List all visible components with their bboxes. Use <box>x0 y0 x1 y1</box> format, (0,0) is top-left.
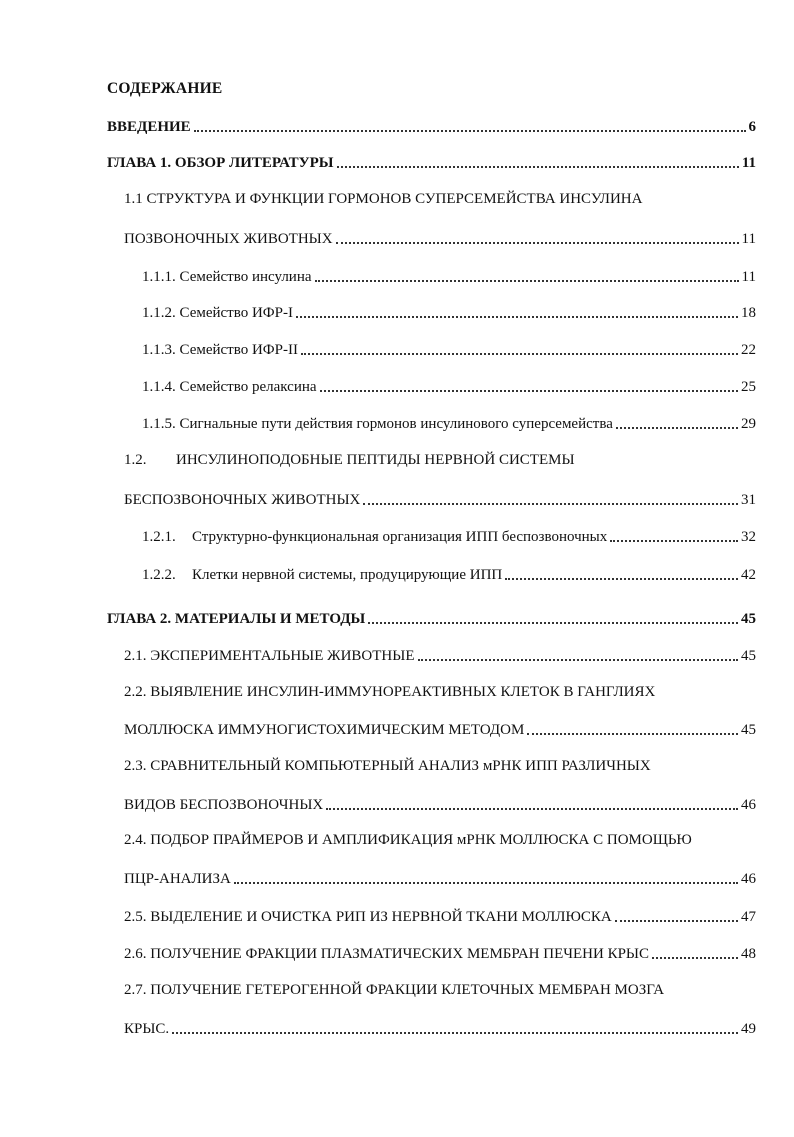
toc-page-number: 46 <box>741 797 756 813</box>
toc-entry-text: ГЛАВА 1. ОБЗОР ЛИТЕРАТУРЫ <box>107 155 334 171</box>
toc-page-number: 45 <box>741 611 756 627</box>
toc-entry-text: БЕСПОЗВОНОЧНЫХ ЖИВОТНЫХ <box>124 492 361 508</box>
toc-section-number: 1.2.1. <box>142 529 176 545</box>
toc-entry-1-2[interactable] <box>124 487 756 509</box>
toc-page-number: 29 <box>741 416 756 432</box>
toc-entry-text: 2.6. ПОЛУЧЕНИЕ ФРАКЦИИ ПЛАЗМАТИЧЕСКИХ МЕМБРАН ПЕЧЕНИ КРЫС <box>124 946 650 962</box>
toc-entry-2-3[interactable] <box>124 792 756 814</box>
toc-entry-introduction[interactable] <box>107 114 756 136</box>
toc-entry-2-7[interactable] <box>124 1016 756 1038</box>
toc-entry-2-4[interactable] <box>124 866 756 888</box>
toc-leader-dots <box>652 957 738 959</box>
toc-leader-dots <box>315 280 739 282</box>
toc-entry-text: ПОЗВОНОЧНЫХ ЖИВОТНЫХ <box>124 231 333 247</box>
toc-entry-text: 1.1.1. Семейство инсулина <box>142 269 312 285</box>
toc-entry-text: ВВЕДЕНИЕ <box>107 119 191 135</box>
toc-entry-text: 1.1.2. Семейство ИФР-I <box>142 305 293 321</box>
toc-leader-dots <box>320 390 738 392</box>
toc-page-number: 11 <box>741 269 756 285</box>
toc-leader-dots <box>301 353 738 355</box>
toc-title: СОДЕРЖАНИЕ <box>107 80 223 97</box>
toc-entry-1-1[interactable] <box>124 226 756 248</box>
toc-leader-dots <box>363 503 738 505</box>
toc-entry-1-1-1[interactable] <box>142 264 756 286</box>
toc-entry-text: ГЛАВА 2. МАТЕРИАЛЫ И МЕТОДЫ <box>107 611 366 627</box>
toc-entry-1-1-line1: 1.1 СТРУКТУРА И ФУНКЦИИ ГОРМОНОВ СУПЕРСЕМЕЙСТВА ИНСУЛИНА <box>124 191 643 207</box>
toc-entry-1-2-line1 <box>124 451 575 469</box>
toc-entry-text: Клетки нервной системы, продуцирующие ИПП <box>192 567 503 583</box>
toc-page-number: 22 <box>741 342 756 358</box>
toc-section-number: 1.2.2. <box>142 567 176 583</box>
toc-entry-1-1-5[interactable] <box>142 411 756 433</box>
toc-page-number: 48 <box>741 946 756 962</box>
toc-entry-chapter-1[interactable] <box>107 150 756 172</box>
toc-entry-2-2[interactable] <box>124 717 756 739</box>
toc-page-number: 45 <box>741 722 756 738</box>
toc-leader-dots <box>172 1032 738 1034</box>
toc-section-number: 1.2. <box>124 452 147 468</box>
toc-entry-text: МОЛЛЮСКА ИММУНОГИСТОХИМИЧЕСКИМ МЕТОДОМ <box>124 722 525 738</box>
toc-page-number: 47 <box>741 909 756 925</box>
toc-entry-2-1[interactable] <box>124 643 756 665</box>
toc-leader-dots <box>505 578 738 580</box>
toc-entry-text: 1.1.5. Сигнальные пути действия гормонов инсулинового суперсемейства <box>142 416 613 432</box>
toc-entry-text: ИНСУЛИНОПОДОБНЫЕ ПЕПТИДЫ НЕРВНОЙ СИСТЕМЫ <box>176 452 575 468</box>
toc-leader-dots <box>610 540 738 542</box>
toc-entry-1-1-4[interactable] <box>142 374 756 396</box>
toc-entry-text: 2.1. ЭКСПЕРИМЕНТАЛЬНЫЕ ЖИВОТНЫЕ <box>124 648 415 664</box>
toc-entry-text: 1.1.4. Семейство релаксина <box>142 379 317 395</box>
toc-entry-text: 1.1.3. Семейство ИФР-II <box>142 342 298 358</box>
toc-page-number: 31 <box>741 492 756 508</box>
toc-entry-text: ВИДОВ БЕСПОЗВОНОЧНЫХ <box>124 797 324 813</box>
toc-entry-2-2-line1: 2.2. ВЫЯВЛЕНИЕ ИНСУЛИН-ИММУНОРЕАКТИВНЫХ КЛЕТОК В ГАНГЛИЯХ <box>124 684 656 700</box>
toc-page-number: 32 <box>741 529 756 545</box>
toc-entry-1-1-3[interactable] <box>142 337 756 359</box>
toc-page-number: 11 <box>741 155 756 171</box>
toc-leader-dots <box>368 622 738 624</box>
toc-leader-dots <box>527 733 738 735</box>
toc-entry-text: 2.5. ВЫДЕЛЕНИЕ И ОЧИСТКА РИП ИЗ НЕРВНОЙ ТКАНИ МОЛЛЮСКА <box>124 909 612 925</box>
toc-entry-2-7-line1: 2.7. ПОЛУЧЕНИЕ ГЕТЕРОГЕННОЙ ФРАКЦИИ КЛЕТОЧНЫХ МЕМБРАН МОЗГА <box>124 982 665 998</box>
toc-entry-1-1-2[interactable] <box>142 300 756 322</box>
toc-entry-1-2-1[interactable] <box>142 524 756 546</box>
toc-entry-chapter-2[interactable] <box>107 606 756 628</box>
toc-leader-dots <box>234 882 738 884</box>
toc-entry-1-2-2[interactable] <box>142 562 756 584</box>
toc-page-number: 49 <box>741 1021 756 1037</box>
toc-entry-2-4-line1: 2.4. ПОДБОР ПРАЙМЕРОВ И АМПЛИФИКАЦИЯ мРНК МОЛЛЮСКА С ПОМОЩЬЮ <box>124 832 692 848</box>
toc-entry-2-6[interactable] <box>124 941 756 963</box>
toc-leader-dots <box>336 242 739 244</box>
toc-entry-2-5[interactable] <box>124 904 756 926</box>
toc-leader-dots <box>337 166 739 168</box>
toc-page-number: 25 <box>741 379 756 395</box>
toc-page-number: 45 <box>741 648 756 664</box>
toc-entry-2-3-line1: 2.3. СРАВНИТЕЛЬНЫЙ КОМПЬЮТЕРНЫЙ АНАЛИЗ мРНК ИПП РАЗЛИЧНЫХ <box>124 758 651 774</box>
toc-leader-dots <box>615 920 738 922</box>
toc-leader-dots <box>418 659 738 661</box>
toc-page-number: 6 <box>748 119 756 135</box>
toc-leader-dots <box>616 427 738 429</box>
toc-page-number: 46 <box>741 871 756 887</box>
toc-page-number: 42 <box>741 567 756 583</box>
toc-page-number: 18 <box>741 305 756 321</box>
toc-leader-dots <box>326 808 738 810</box>
toc-entry-text: ПЦР-АНАЛИЗА <box>124 871 231 887</box>
toc-leader-dots <box>296 316 738 318</box>
toc-entry-text: Структурно-функциональная организация ИПП беспозвоночных <box>192 529 608 545</box>
toc-entry-text: КРЫС. <box>124 1021 170 1037</box>
toc-leader-dots <box>194 130 746 132</box>
toc-page-number: 11 <box>741 231 756 247</box>
